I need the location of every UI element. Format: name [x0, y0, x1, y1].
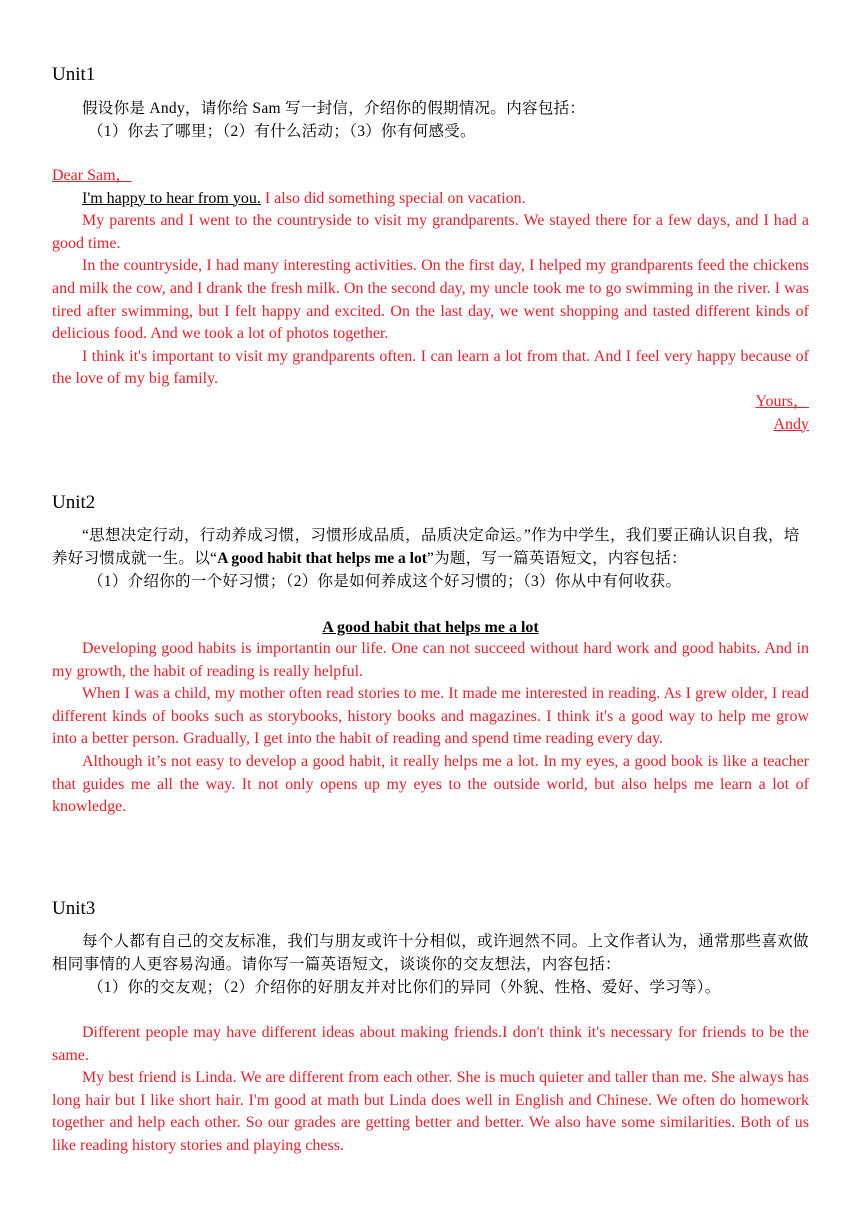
unit3-essay [52, 1022, 809, 1158]
unit2-title: Unit2 [52, 492, 96, 513]
letter-paragraph: In the countryside, I had many interesting activities. On the first day, I helped my grandparents feed the chickens and milk the cow, and I drank the fresh milk. On the second day, my uncle took me to go swimming in the river. I was tired after swimming, but I felt happy and excited. On the last day, we went shopping and tasted different kinds of delicious food. And we took a lot of photos together. [52, 257, 809, 343]
unit3-title: Unit3 [52, 898, 96, 919]
unit1-prompt-line: 假设你是 Andy，请你给 Sam 写一封信，介绍你的假期情况。内容包括： [82, 100, 586, 117]
unit3-prompt-requirements: （1）你的交友观；（2）介绍你的好朋友并对比你们的异同（外貌、性格、爱好、学习等）。 [88, 979, 721, 996]
letter-closing: Yours， [755, 392, 809, 410]
unit2-prompt-post: ”为题，写一篇英语短文，内容包括： [426, 550, 687, 567]
essay-paragraph: When I was a child, my mother often read stories to me. It made me interested in reading. As I grew older, I read different kinds of books such as storybooks, history books and magazines. I think it's a good way to help me grow into a better person. Gradually, I get into the habit of reading and spend time reading every day. [52, 685, 809, 748]
letter-paragraph: My parents and I went to the countryside to visit my grandparents. We stayed there for a few days, and I had a good time. [52, 212, 809, 252]
unit2-prompt-pre: “思想决定行动，行动养成习惯，习惯形成品质，品质决定命运。”作为中学生，我们要正确认识自我，培养好习惯成就一生。以“ [52, 527, 800, 567]
unit3-prompt-intro: 每个人都有自己的交友标准，我们与朋友或许十分相似，或许迥然不同。上文作者认为，通常那些喜欢做相同事情的人更容易沟通。请你写一篇英语短文，谈谈你的交友想法，内容包括： [52, 933, 809, 973]
letter-opening-rest: I also did something special on vacation. [260, 189, 526, 207]
unit3-prompt [52, 930, 809, 999]
unit2-prompt-requirements: （1）介绍你的一个好习惯；（2）你是如何养成这个好习惯的；（3）你从中有何收获。 [88, 573, 682, 590]
essay-paragraph: My best friend is Linda. We are different from each other. She is much quieter and taller than me. She always has long hair but I like short hair. I'm good at math but Linda does well in English and Chinese. We often do homework together and help each other. So our grades are getting better and better. We also have some similarities. Both of us like reading history stories and playing chess. [52, 1069, 809, 1154]
unit2-essay-title: A good habit that helps me a lot [322, 619, 539, 636]
letter-signature: Andy [773, 415, 809, 433]
unit1-prompt [52, 97, 809, 143]
unit2-essay [52, 638, 809, 819]
unit2-prompt [52, 524, 809, 593]
letter-salutation: Dear Sam， [52, 167, 132, 184]
unit2-prompt-intro [52, 524, 809, 570]
essay-paragraph: Developing good habits is importantin our life. One can not succeed without hard work and good habits. And in my growth, the habit of reading is really helpful. [52, 640, 809, 680]
letter-opening [52, 188, 809, 211]
letter-opening-underlined: I'm happy to hear from you. [82, 189, 261, 207]
unit1-title: Unit1 [52, 64, 96, 85]
unit1-letter [52, 165, 809, 436]
essay-paragraph: Different people may have different ideas about making friends.I don't think it's necessary for friends to be the same. [52, 1024, 809, 1064]
essay-paragraph: Although it’s not easy to develop a good habit, it really helps me a lot. In my eyes, a good book is like a teacher that guides me all the way. It not only opens up my eyes to the outside world, but also helps me learn a lot of knowledge. [52, 752, 809, 816]
unit2-prompt-bold-title: A good habit that helps me a lot [217, 550, 427, 567]
unit1-prompt-requirements: （1）你去了哪里；（2）有什么活动；（3）你有何感受。 [88, 123, 476, 140]
letter-paragraph: I think it's important to visit my grandparents often. I can learn a lot from that. And I feel very happy because of the love of my big family. [52, 347, 809, 388]
